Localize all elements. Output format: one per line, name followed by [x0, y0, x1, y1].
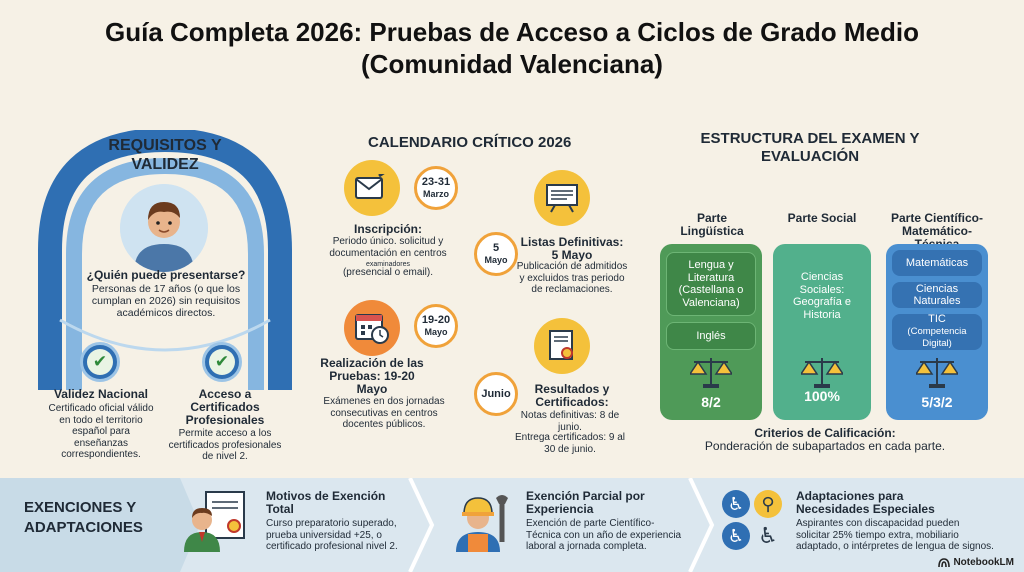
exencion-parcial-text: Exención de parte Científico-Técnica con un año de experiencia laboral a jornada completa. — [526, 518, 682, 552]
presentation-board-icon — [534, 170, 590, 226]
event-text: Notas definitivas: 8 de junio. — [520, 410, 620, 433]
part-social-column — [773, 244, 871, 420]
event-text: Exámenes en dos jornadas consecutivas en centros docentes públicos. — [323, 396, 445, 430]
envelope-icon — [344, 160, 400, 216]
date-sub: Marzo — [422, 189, 449, 199]
part-ratio: 100% — [804, 388, 840, 404]
check-badge-icon: ✔ — [80, 342, 120, 382]
exencion-total-text: Curso preparatorio superado, prueba universidad +25, o certificado profesional nivel 2. — [266, 518, 398, 552]
event-text: Periodo único. solicitud y documentación en centros — [329, 236, 447, 259]
who-question: ¿Quién puede presentarse? — [86, 268, 246, 282]
exencion-parcial-heading: Exención Parcial por Experiencia — [526, 489, 645, 516]
balance-scale-icon — [801, 354, 843, 390]
event-text: (presencial o email). — [342, 267, 434, 278]
criterios-heading: Criterios de Calificación: — [754, 426, 896, 440]
event-heading: Resultados y Certificados: — [534, 382, 610, 409]
exencion-total-heading: Motivos de Exención Total — [266, 489, 386, 516]
date-badge-listas — [474, 232, 518, 276]
part-item: Ciencias Sociales: Geografía e Historia — [792, 271, 852, 321]
event-text: Entrega certificados: 9 al 30 de junio. — [514, 432, 626, 455]
logo-text: NotebookLM — [953, 557, 1014, 568]
part-item: Inglés — [666, 322, 756, 350]
who-answer: Personas de 17 años (o que los cumplan en 2026) sin requisitos académicos directos. — [91, 283, 241, 319]
date-main: 19-20 — [421, 314, 451, 326]
part-heading: Parte Social — [787, 211, 857, 225]
page-title — [0, 16, 1024, 80]
date-badge-inscripcion — [414, 166, 458, 210]
validez-heading: Validez Nacional — [53, 387, 149, 401]
part-heading: Parte Lingüística — [680, 211, 744, 238]
certificate-icon — [534, 318, 590, 374]
notebooklm-logo-icon — [938, 558, 950, 568]
date-badge-pruebas — [414, 304, 458, 348]
part-item-tic — [892, 314, 982, 350]
title-line-2: (Comunidad Valenciana) — [361, 49, 663, 79]
wheelchair-icon: ♿ — [722, 490, 750, 518]
person-certificate-icon — [182, 488, 248, 554]
event-text: Publicación de admitidos y excluidos tras periodo de reclamaciones. — [516, 261, 628, 295]
part-heading: Parte Científico-Matemático- — [890, 211, 983, 238]
acceso-heading: Acceso a Certificados Profesionales — [185, 387, 265, 427]
part-item: TIC — [928, 313, 946, 326]
part-cientifica-column — [886, 244, 988, 420]
event-heading: Realización de las Pruebas: 19-20 Mayo — [320, 356, 424, 396]
adaptaciones-text: Aspirantes con discapacidad pueden solicitar 25% tiempo extra, mobiliario adaptado, o intérpretes de lengua de signos. — [796, 518, 994, 552]
part-linguistica-column — [660, 244, 762, 420]
notebooklm-logo — [938, 557, 1014, 568]
event-text-small: examinadores — [366, 261, 410, 268]
exenciones-title: EXENCIONES Y ADAPTACIONES — [24, 499, 143, 536]
date-main: 5 — [492, 242, 500, 254]
calendario-title: CALENDARIO CRÍTICO 2026 — [368, 134, 572, 151]
balance-scale-icon — [916, 354, 958, 390]
part-item: Lengua y Literatura (Castellana o Valenciana) — [666, 252, 756, 316]
date-main: Junio — [481, 388, 511, 400]
person-icon: ⚲ — [754, 490, 782, 518]
worker-wrench-icon — [452, 488, 516, 554]
part-ratio: 5/3/2 — [921, 394, 953, 410]
title-line-1: Guía Completa 2026: Pruebas de Acceso a Ciclos de Grado Medio — [105, 17, 919, 47]
part-item: Ciencias Naturales — [892, 282, 982, 308]
acceso-text: Permite acceso a los certificados profesionales de nivel 2. — [168, 428, 282, 462]
check-badge-icon: ✔ — [202, 342, 242, 382]
balance-scale-icon — [690, 354, 732, 390]
part-item-note: (Competencia Digital) — [907, 325, 967, 350]
validez-text: Certificado oficial válido en todo el territorio español para enseñanzas correspondientes. — [48, 403, 154, 460]
estructura-title: ESTRUCTURA DEL EXAMEN Y EVALUACIÓN — [700, 130, 920, 165]
calendar-clock-icon — [344, 300, 400, 356]
date-main: 23-31 — [421, 176, 451, 188]
wheelchair-icon: ♿ — [722, 522, 750, 550]
criterios-text: Ponderación de subapartados en cada parte. — [704, 439, 946, 453]
adaptaciones-heading: Adaptaciones para Necesidades Especiales — [796, 489, 935, 516]
date-sub: Mayo — [484, 255, 508, 265]
requisitos-section — [30, 110, 300, 470]
requisitos-title: REQUISITOS Y VALIDEZ — [108, 137, 222, 173]
part-item: Matemáticas — [892, 250, 982, 276]
part-ratio: 8/2 — [701, 394, 721, 410]
event-heading: Inscripción: — [353, 222, 422, 236]
date-sub: Mayo — [424, 327, 448, 337]
person-avatar-icon — [120, 184, 208, 272]
event-heading: Listas Definitivas: 5 Mayo — [520, 235, 624, 262]
wheelchair-user-icon: ♿ — [758, 523, 778, 548]
